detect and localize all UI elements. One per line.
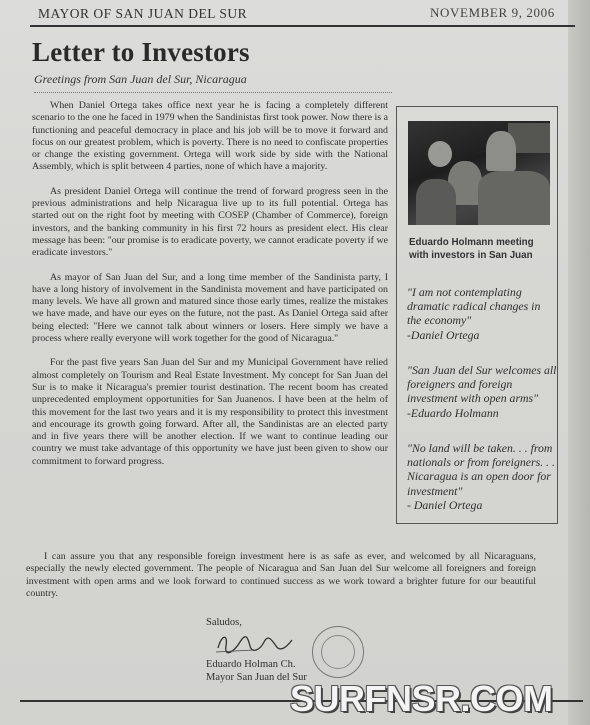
pull-quote-2	[407, 363, 557, 420]
quote-text: "San Juan del Sur welcomes all foreigners and foreign investment with open arms"	[407, 363, 557, 406]
salutation: Saludos,	[206, 617, 242, 628]
quote-attribution: -Eduardo Holmann	[407, 405, 499, 420]
letter-paragraph-1: When Daniel Ortega takes office next year he is facing a completely different scenario to the one he faced in 1979 when the Sandinistas first took power. Now there is a functioning and peaceful democracy in place and his job will be to move it forward and focus on our greatest problem, which is poverty. There is no need to confiscate properties or change the existing government. Ortega will work side by side with the National Assembly, which is split between 4 parties, none of which have a majority.	[32, 100, 388, 173]
watermark-part-3: .COM	[460, 678, 553, 719]
site-watermark	[290, 678, 553, 720]
quote-text: "I am not contemplating dramatic radical changes in the economy"	[407, 285, 541, 328]
letter-paragraph-2: As president Daniel Ortega will continue the trend of forward progress seen in the previous administrations and help Nicaragua live up to its full potential. Ortega has started out on the right foot by meeting with COSEP (Chamber of Commerce), foreign investors, and the banking community in his first 72 hours as president elect. His clear message has been: "our promise is to eradicate poverty, we cannot eradicate poverty if we eradicate investors."	[32, 185, 388, 259]
signer-title: Mayor San Juan del Sur	[206, 672, 307, 683]
sidebar-box	[396, 106, 558, 524]
pull-quote-3	[407, 441, 557, 512]
pull-quote-1	[407, 285, 557, 342]
letter-paragraph-3: As mayor of San Juan del Sur, and a long time member of the Sandinista party, I have a long history of involvement in the Sandinista movement and have participated on many levels. We have all grown and matured since those early times, realize the mistakes we have made, and have our eyes on the future, not the past. As Daniel Ortega said after being elected: "Here we cannot talk about winners or losers. Here simply we have a process where really everyone will work together for the good of Nicaragua."	[32, 271, 388, 345]
masthead-date: NOVEMBER 9, 2006	[430, 5, 555, 20]
quote-text: "No land will be taken. . . from nationals or from foreigners. . . Nicaragua is an open door for investment"	[407, 441, 555, 498]
signature-icon	[214, 628, 294, 658]
letter-body	[32, 100, 388, 480]
dotted-divider	[34, 92, 392, 93]
quote-attribution: - Daniel Ortega	[407, 497, 483, 512]
page-edge	[568, 0, 590, 725]
municipal-seal-icon	[312, 626, 364, 678]
signer-name: Eduardo Holman Ch.	[206, 659, 296, 670]
masthead-title: MAYOR OF SAN JUAN DEL SUR	[38, 6, 248, 21]
page-title: Letter to Investors	[32, 37, 250, 67]
watermark-part-1: SURF	[290, 678, 386, 719]
photo-caption: Eduardo Holmann meeting with investors in San Juan	[409, 237, 534, 261]
meeting-photo	[408, 121, 550, 225]
page-subtitle: Greetings from San Juan del Sur, Nicaragua	[34, 72, 247, 86]
quote-attribution: -Daniel Ortega	[407, 327, 480, 342]
letter-paragraph-4: For the past five years San Juan del Sur and my Municipal Government have relied almost completely on Tourism and Real Estate Investment. My concept for San Juan del Sur is to make it Nicaragua's premier tourist destination. The recent boom has created unprecedented employment opportunities for San Juanenos. I have been at the helm of this movement for the last two years and it is my responsibility to protect this investment and encourage its growth going forward. After all, the Sandinistas are an elected party and in five years there will be another election. If we want to continue leading our country we must take advantage of this opportunity we have just been given to show our commitment to forward progress.	[32, 357, 388, 467]
top-rule	[30, 25, 575, 27]
watermark-part-2: NSR	[386, 678, 461, 719]
closing-paragraph: I can assure you that any responsible foreign investment here is as safe as ever, and welcomed by all Nicaraguans, especially the newly elected government. The people of Nicaragua and San Juan del Sur welcome all foreigners and foreign investment with open arms and we look forward to continued success as we work toward a brighter future for our beautiful country.	[26, 551, 536, 600]
